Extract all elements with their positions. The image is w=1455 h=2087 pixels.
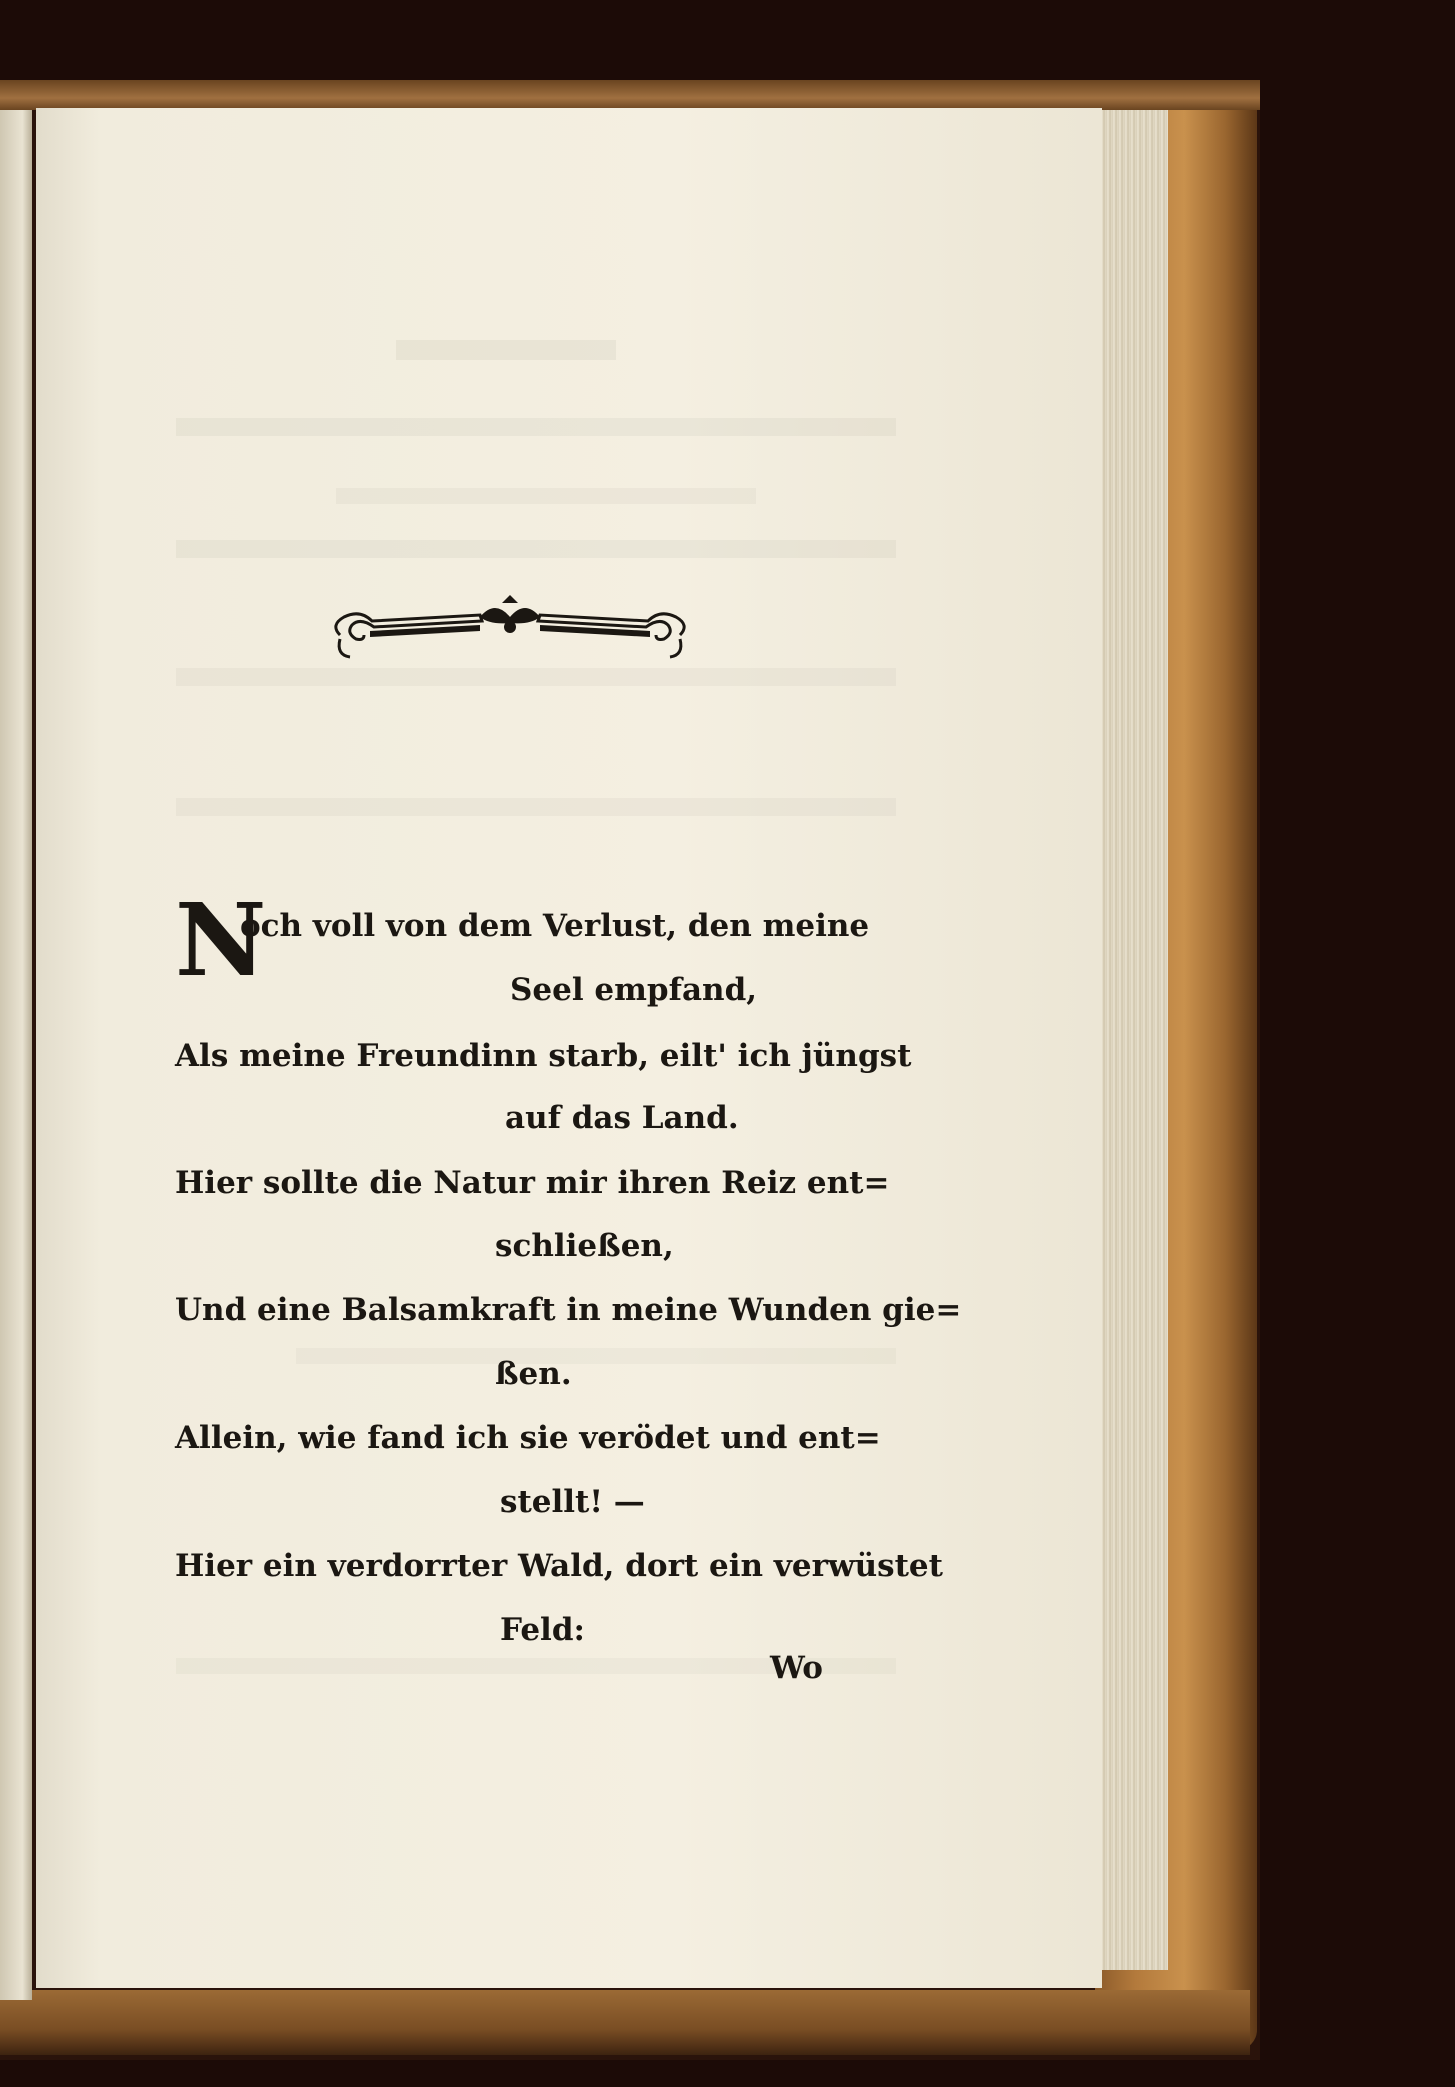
show-through-mark xyxy=(176,798,896,816)
poem-line: Und eine Balsamkraft in meine Wunden gie= xyxy=(175,1292,962,1328)
catchword: Wo xyxy=(770,1650,823,1686)
book-cover-top xyxy=(0,80,1260,110)
ornament-headpiece xyxy=(330,595,690,675)
show-through-mark xyxy=(296,1348,896,1364)
show-through-mark xyxy=(336,488,756,504)
facing-page-edge xyxy=(0,110,32,2000)
poem-line: Hier ein verdorrter Wald, dort ein verwüstet xyxy=(175,1548,943,1584)
poem-line: Allein, wie fand ich sie verödet und ent= xyxy=(175,1420,881,1456)
page-stack-edges xyxy=(1100,110,1168,1970)
poem-line: stellt! — xyxy=(500,1484,645,1520)
poem-line: och voll von dem Verlust, den meine xyxy=(240,908,870,944)
show-through-mark xyxy=(176,540,896,558)
poem-line: ßen. xyxy=(495,1356,572,1392)
poem-line: Hier sollte die Natur mir ihren Reiz ent= xyxy=(175,1165,890,1201)
poem-line: Seel empfand, xyxy=(510,972,758,1008)
book-cover-bottom xyxy=(0,1990,1250,2055)
poem-line: auf das Land. xyxy=(505,1100,739,1136)
show-through-mark xyxy=(396,340,616,360)
poem-line: schließen, xyxy=(495,1228,674,1264)
poem-line: Feld: xyxy=(500,1612,585,1648)
drop-cap: N xyxy=(175,881,267,999)
show-through-mark xyxy=(176,418,896,436)
poem-line: Als meine Freundinn starb, eilt' ich jüngst xyxy=(175,1038,912,1074)
